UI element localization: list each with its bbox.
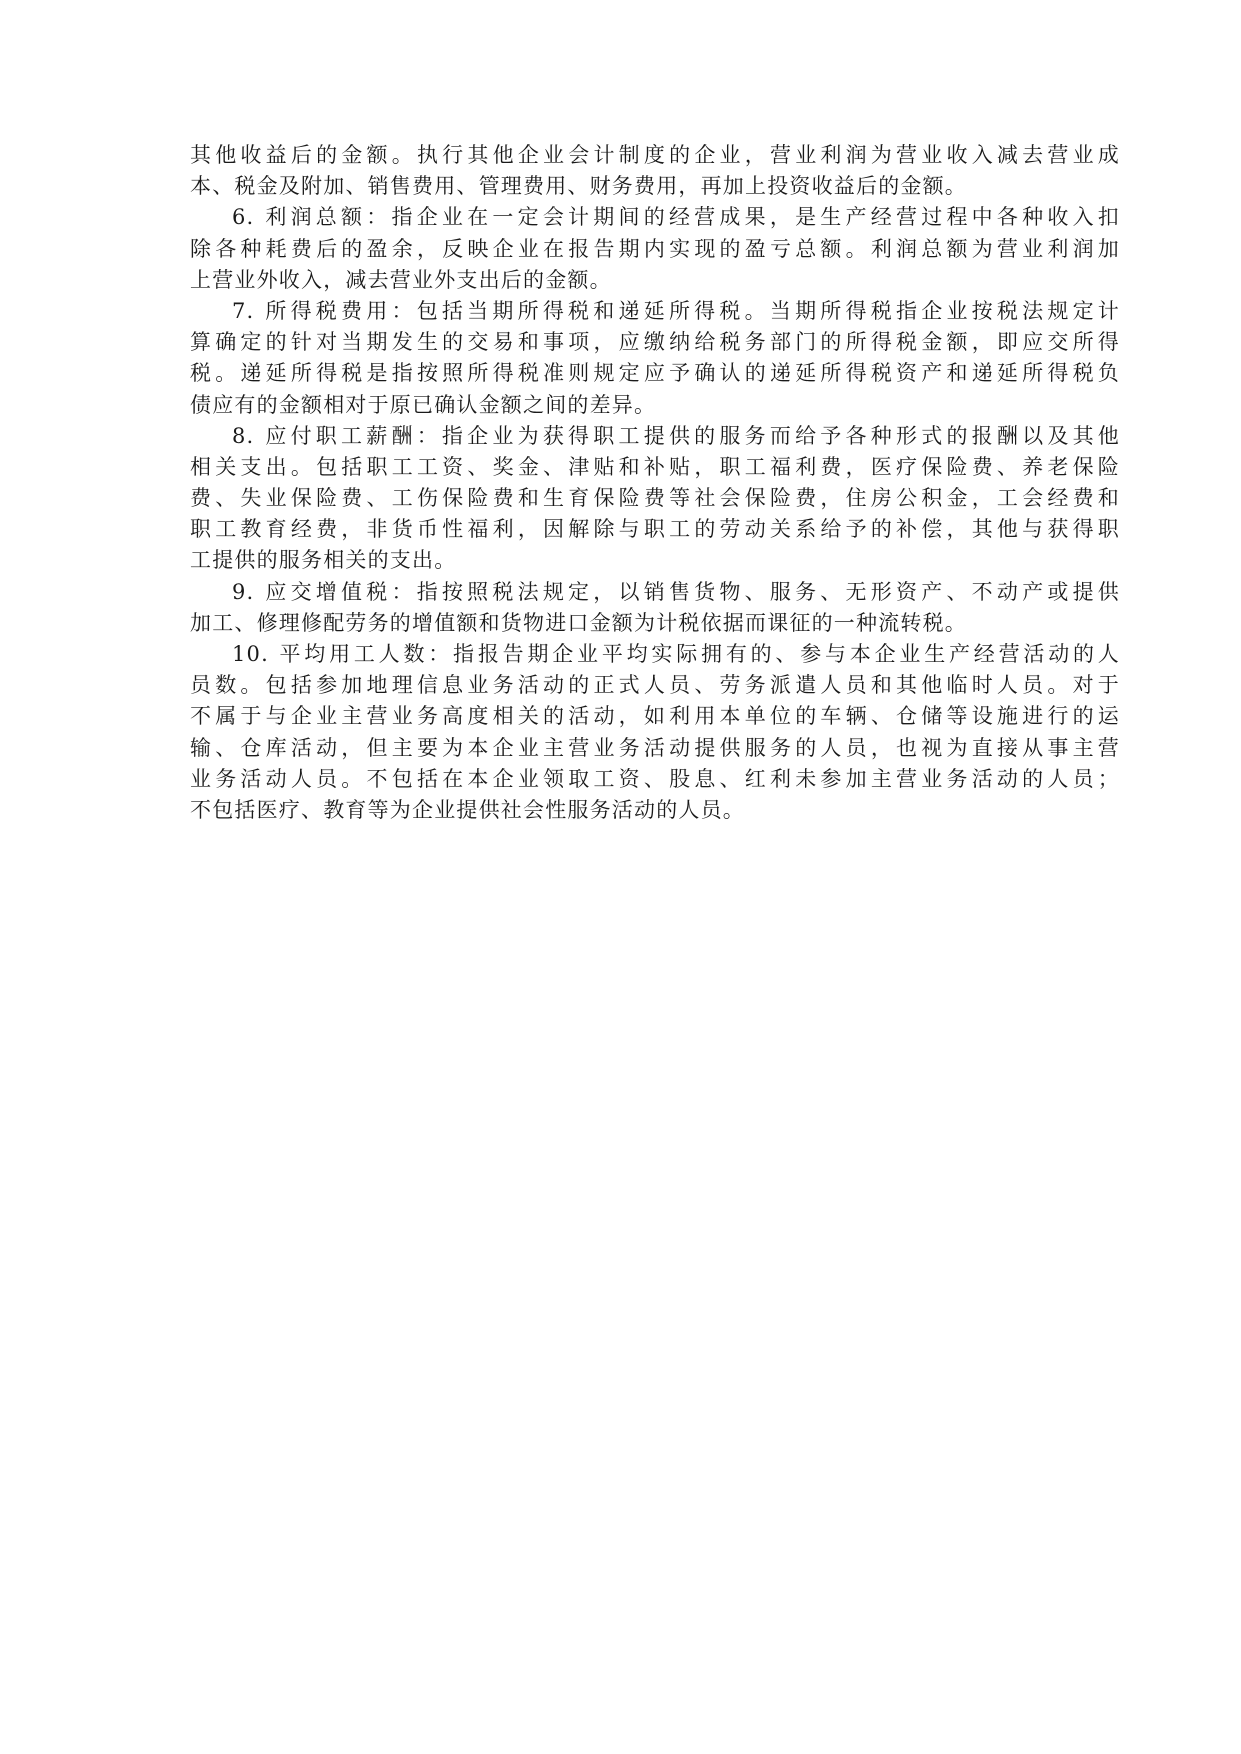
paragraph-item-8 <box>190 421 1120 577</box>
document-page <box>190 140 1120 826</box>
text-line: 本、税金及附加、销售费用、管理费用、财务费用，再加上投资收益后的金额。 <box>190 174 967 199</box>
paragraph-item-9 <box>190 577 1120 639</box>
text-line: 算确定的针对当期发生的交易和事项，应缴纳给税务部门的所得税金额，即应交所得 <box>190 330 1120 355</box>
text-line: 员数。包括参加地理信息业务活动的正式人员、劳务派遣人员和其他临时人员。对于 <box>190 673 1120 698</box>
text-line: 不包括医疗、教育等为企业提供社会性服务活动的人员。 <box>190 797 745 822</box>
text-line: 债应有的金额相对于原已确认金额之间的差异。 <box>190 392 657 417</box>
text-line: 其他收益后的金额。执行其他企业会计制度的企业，营业利润为营业收入减去营业成 <box>190 143 1120 167</box>
text-line: 6. 利润总额：指企业在一定会计期间的经营成果，是生产经营过程中各种收入扣 <box>232 205 1120 230</box>
paragraph-item-10 <box>190 639 1120 826</box>
text-line: 相关支出。包括职工工资、奖金、津贴和补贴，职工福利费，医疗保险费、养老保险 <box>190 454 1120 479</box>
text-line: 税。递延所得税是指按照所得税准则规定应予确认的递延所得税资产和递延所得税负 <box>190 361 1120 386</box>
text-line: 职工教育经费，非货币性福利，因解除与职工的劳动关系给予的补偿，其他与获得职 <box>190 517 1120 542</box>
paragraph-item-6 <box>190 202 1120 296</box>
text-line: 10. 平均用工人数：指报告期企业平均实际拥有的、参与本企业生产经营活动的人 <box>232 642 1120 666</box>
text-line: 输、仓库活动，但主要为本企业主营业务活动提供服务的人员，也视为直接从事主营 <box>190 735 1120 760</box>
text-line: 工提供的服务相关的支出。 <box>190 548 457 573</box>
paragraph-continuation <box>190 140 1120 202</box>
text-line: 9. 应交增值税：指按照税法规定，以销售货物、服务、无形资产、不动产或提供 <box>232 579 1120 604</box>
text-line: 上营业外收入，减去营业外支出后的金额。 <box>190 267 612 292</box>
paragraph-item-7 <box>190 296 1120 421</box>
text-line: 不属于与企业主营业务高度相关的活动，如利用本单位的车辆、仓储等设施进行的运 <box>190 704 1120 729</box>
text-line: 7. 所得税费用：包括当期所得税和递延所得税。当期所得税指企业按税法规定计 <box>232 298 1120 323</box>
text-line: 费、失业保险费、工伤保险费和生育保险费等社会保险费，住房公积金，工会经费和 <box>190 486 1120 511</box>
text-line: 除各种耗费后的盈余，反映企业在报告期内实现的盈亏总额。利润总额为营业利润加 <box>190 236 1120 261</box>
text-line: 业务活动人员。不包括在本企业领取工资、股息、红利未参加主营业务活动的人员； <box>190 766 1120 791</box>
text-line: 加工、修理修配劳务的增值额和货物进口金额为计税依据而课征的一种流转税。 <box>190 610 967 635</box>
text-line: 8. 应付职工薪酬：指企业为获得职工提供的服务而给予各种形式的报酬以及其他 <box>232 423 1120 448</box>
